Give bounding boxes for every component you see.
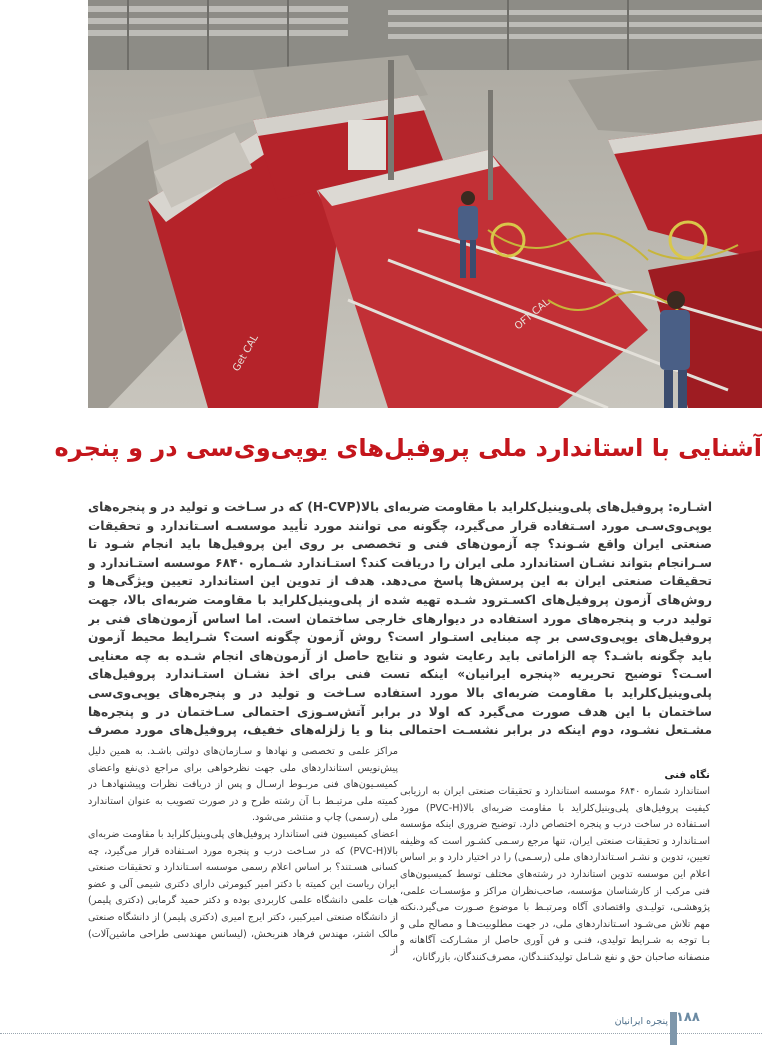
factory-photo	[88, 0, 762, 408]
body-column-left	[88, 744, 398, 1014]
article-lead: اشـاره: پروفیل‌های پلی‌وینیل‌کلراید با مقاومت ضربه‌ای بالا(H-CVP) که در سـاخت و تولید در و پنجره‌های یوپی‌وی‌سـی مورد اسـتفاده قرار می‌گیرد، چگونه می‌ توانند مورد تأیید موسسـه اسـتاندارد و تحقیقات صنعتی ایران واقع شـوند؟ چه آزمون‌های فنی و تخصصی بر روی این پروفیل‌ها باید انجام شـود تا سـرانجام بتواند نشـان استاندارد ملی ایران را دریافت کند؟ استـاندارد شـماره ۶۸۴۰ موسسه استـاندارد و تحقیقات صنعتی ایران به این پرسش‌ها پاسخ می‌دهد. هدف از تدوین این استاندارد تعیین ویژگی‌ها و روش‌های آزمون پروفیل‌های اکسـترود شـده تهیه شده از پلی‌وینیل‌کلراید با مقاومت ضربه‌ای بالا، جهت تولید درب و پنجره‌های مورد استفاده در دیوارهای خارجی ساختمان است. اما اساس آزمون‌های فنی بر پروفیل‌های یوپی‌وی‌سی بر چه مبنایی استـوار است؟ روش آزمون چگونه است؟ شـرایط محیط آزمون باید چگونه باشـد؟ چه الزاماتی باید رعایت شود و نتایج حاصل از آزمون‌های انجام شـده به چه معنایی اسـت؟ توضیح تحریریه «پنجره ایرانیان» اینکه تست فنی برای اخذ نشـان استـاندارد پروفیل‌های پلی‌وینیل‌کلراید با مقاومت ضربه‌ای بالا مورد استفاده سـاخت و تولید در و پنجره‌های یوپی‌وی‌سی ساختمان با این هدف صورت می‌گیرد که اولا در برابر آتش‌سـوزی احتمالی سـاختمان در و پنجره‌ها مشـتعل نشـود، دوم اینکه در برابر نشسـت احتمالی بنا و یا زلزله‌های خفیف، پروفیل‌های مورد مصرف	[88, 500, 712, 738]
footer-divider	[0, 1033, 762, 1034]
section-heading: نگاه فنی	[664, 769, 710, 781]
body-column-right	[400, 767, 710, 1007]
machine-label-1: Get CAL	[231, 333, 261, 374]
body-paragraph: مراکز علمی و تخصصی و نهادها و سـازمان‌های دولتی باشـد. به همین دلیل پیش‌نویس استانداردهای ملی جهت نظرخواهی برای مراجع ذی‌نفع واعضای کمیسـیون‌های فنی مربـوط ارسـال و پس از دریافت نظرات وپیشنهادهـا در کمیته ملی مرتبـط بـا آن رشته طرح و در صورت تصویب به عنوان استاندارد ملی (رسمی) چاپ و منتشر می‌شود.	[88, 746, 398, 824]
body-paragraph: استاندارد شماره ۶۸۴۰ موسسه استاندارد و تحقیقات صنعتی ایران به ارزیابی کیفیت پروفیل‌های پلی‌وینیل‌کلراید با مقاومت ضربه‌ای بالا(PVC-H) مورد اسـتفاده در ساخت درب و پنجره اختصاص دارد. توضیح ضروری اینکه مؤسسه اسـتاندارد و تحقیقات صنعتی ایران، تنها مرجع رسـمی کشـور است که وظیفه تعیین، تدوین و نشـر اسـتانداردهای ملی (رسـمی) را در اختیار دارد و بر اساس اعلام این موسسه تدوین استاندارد در رشته‌های مختلف توسط کمیسیون‌های فنی مرکب از کارشناسان مؤسسه، صاحب‌نظران مراکز و مؤسسـات علمی، پژوهشـی، تولیـدی واقتصادی آگاه ومرتبـط با موضوع صـورت می‌گیرد.نکته مهم تلاش می‌شـود اسـتانداردهای ملی، در جهت مطلوبیت‌هـا و مصالح ملی و بـا توجه به شـرایط تولیدی، فنـی و فن آوری حاصل از مشـارکت آگاهانه و منصفانه صاحبان حق و نفع شـامل تولیدکننـدگان، مصرف‌کنندگان، بازرگانان،	[400, 786, 710, 963]
body-paragraph: اعضای کمیسیون فنی استاندارد پروفیل‌های پلی‌وینیل‌کلراید با مقاومت ضربه‌ای بالا(PVC-H) که در سـاخت درب و پنجره مورد اسـتفاده قرار می‌گیرد، چه کسانی هسـتند؟ بر اساس اعلام رسمی موسسه اسـتاندارد و تحقیقات صنعتی ایران ریاست این کمیته با دکتر امیر کیومرثی دارای دکتری شیمی آلی و عضو هیات علمی دانشگاه علمی کاربردی بوده و دکتر حمید گرمابی (دکتری پلیمر) از دانشگاه صنعتی امیرکبیر، دکتر ایرج امیری (دکتری پلیمر) از دانشگاه صنعتی مالک اشتر، مهندس فرهاد هنربخش، (لیسانس مهندسی طراحی ماشین‌آلات) از	[88, 828, 398, 957]
article-title: آشنایی با استاندارد ملی پروفیل‌های یوپی‌وی‌سی در و پنجره	[54, 434, 762, 462]
magazine-name: پنجره ایرانیان	[614, 1016, 668, 1027]
page-number: ۱۸۸	[676, 1010, 700, 1025]
machine-label-2: OFT CAL	[512, 296, 553, 333]
factory-illustration	[88, 0, 762, 408]
